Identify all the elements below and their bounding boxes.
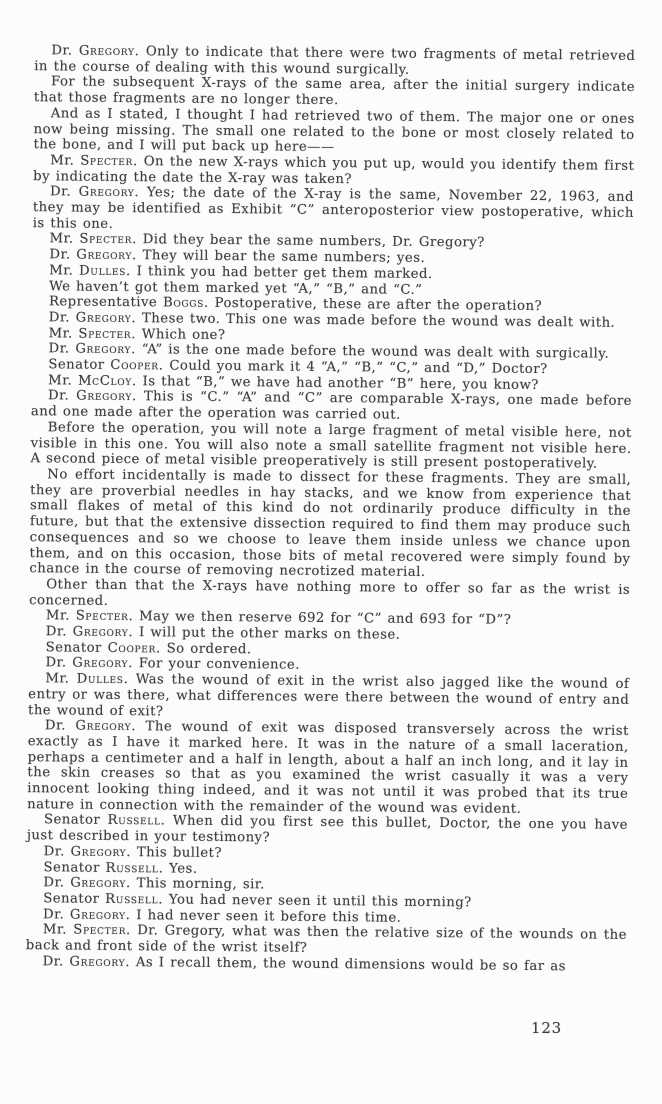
speaker-name: Cooper. [110,357,164,374]
speaker-title: Mr. [45,608,71,624]
speaker-name: Gregory. [78,43,140,60]
paragraph-text: As I recall them, the wound dimensions would be so far as [135,954,567,975]
speaker-name: Gregory. [72,655,134,672]
transcript-paragraph [33,184,634,237]
speaker-name: Gregory. [75,310,137,327]
speaker-title: Dr. [43,844,65,860]
speaker-title: Dr. [47,388,70,404]
speaker-name: Gregory. [70,844,132,860]
paragraph-text: Yes; the date of the X-ray is the same, November 22, 1963, and they may be identified as Exhibit “C” anteroposterior view postoperative, which is this one. [32,185,635,232]
speaker-name: Cooper. [107,640,162,657]
paragraph-text: Was the wound of exit in the wrist also jagged like the wound of entry or was there, what differences were there between the wound of entry and the wound of exit? [27,672,630,719]
speaker-name: Specter. [73,922,132,939]
speaker-title: Dr. [51,43,73,59]
speaker-title: Dr. [48,310,71,326]
transcript-text [26,43,636,975]
speaker-title: Dr. [42,954,64,970]
speaker-name: Gregory. [75,718,137,735]
speaker-name: Gregory. [75,341,137,358]
speaker-title: Dr. [44,718,67,734]
speaker-name: Specter. [75,608,134,625]
paragraph-text: This is “C.” “A” and “C” are comparable X-rays, one made before and one made after the operation was carried out. [30,389,633,423]
paragraph-text: Which one? [141,326,226,343]
speaker-title: Dr. [43,875,65,891]
speaker-title: Dr. [43,906,65,923]
speaker-title: Mr. [45,671,70,687]
speaker-name: Gregory. [76,389,137,405]
paragraph-text: On the new X-rays which you put up, would you identify them first by indicating the date the X-ray was taken? [33,154,635,187]
speaker-name: Russell. [105,891,164,908]
paragraph-text: Could you mark it 4 “A,” “B,” “C,” and “D,” Doctor? [169,358,548,378]
speaker-title: Senator [43,891,100,907]
paragraph-text: Did they bear the same numbers, Dr. Gregory? [142,232,485,251]
paragraph-text: Dr. Gregory, what was then the relative size of the wounds on the back and front side of the wrist itself? [25,923,627,956]
paragraph-text: Before the operation, you will note a large fragment of metal visible here, not visible in this one. You will also note a small satellite fragment not visible here. A second piece of metal visible preoperatively is still present postoperatively. [30,420,632,472]
transcript-paragraph [30,420,631,473]
speaker-title: Dr. [45,655,67,671]
speaker-name: Russell. [107,813,166,829]
speaker-title: Representative [48,294,158,311]
speaker-title: Senator [48,357,105,373]
speaker-title: Mr. [50,153,75,169]
transcript-paragraph [28,671,629,724]
speaker-title: Senator [43,859,100,876]
speaker-name: Gregory. [72,624,134,641]
paragraph-text: Yes. [169,861,198,877]
paragraph-text: I had never seen it before this time. [136,907,402,926]
speaker-title: Mr. [49,263,74,279]
paragraph-text: They will bear the same numbers; yes. [142,248,426,267]
speaker-name: Specter. [79,232,138,248]
paragraph-text: You had never seen it until this morning? [168,892,472,911]
speaker-name: Russell. [105,860,164,876]
speaker-name: Gregory. [70,875,131,892]
paragraph-text: These two. This one was made before the wound was dealt with. [141,311,616,331]
transcript-paragraph [29,467,631,583]
paragraph-text: We haven’t got them marked yet “A,” “B,” and “C.” [49,278,423,298]
speaker-title: Mr. [48,373,73,389]
paragraph-text: Postoperative, these are after the operation? [214,296,543,315]
transcript-paragraph [27,718,629,818]
paragraph-text: No effort incidentally is made to dissect for these fragments. They are small, they are proverbial needles in hay stacks, and we know from experience that small flakes of metal of this kind do not ordinarily produce difficulty in the future, but that the extensive dissection required to find them may produce such consequences and so we choose to leave them inside unless we chance upon them, and on this occasion, those bits of metal recovered were simply found by chance in the course of removing necrotized material. [29,467,632,581]
paragraph-text: When did you first see this bullet, Doctor, the one you have just described in your testimony? [26,813,629,846]
speaker-title: Mr. [42,922,68,938]
speaker-title: Mr. [49,231,74,247]
speaker-name: Gregory. [69,954,131,970]
paragraph-text: The wound of exit was disposed transversely across the wrist exactly as I have it marked here. It was in the nature of a small laceration, perhaps a centimeter and a half in length, about a half an inch long, and it lay in the skin creases so that as you examined the wrist casually it was a very innocent looking thing indeed, and it was not until it was probed that its true nature in connection with the remainder of the wound was evident. [27,719,629,817]
paragraph-text: For the subsequent X-rays of the same area, after the initial surgery indicate that those fragments are no longer there. [33,74,636,109]
paragraph-text: Other than that the X-rays have nothing more to offer so far as the wrist is concerned. [29,577,631,609]
page-number: 123 [531,1019,563,1037]
speaker-name: Gregory. [78,184,140,201]
paragraph-text: And as I stated, I thought I had retrieved two of them. The major one or ones now being missing. The small one related to the bone or most closely related to the bone, and I will put back up here—— [33,106,635,156]
speaker-title: Mr. [48,325,73,342]
speaker-name: Specter. [80,153,138,170]
paragraph-text: May we then reserve 692 for “C” and 693 for “D”? [139,609,512,629]
paragraph-text: For your convenience. [138,656,301,674]
paragraph-text: I will put the other marks on these. [138,625,401,643]
speaker-name: McCloy. [77,373,137,389]
paragraph-text: “A” is the one made before the wound was dealt with surgically. [141,342,610,363]
paragraph-text: Is that “B,” we have had another “B” here, you know? [142,373,539,393]
speaker-name: Specter. [78,326,137,342]
paragraph-text: I think you had better get them marked. [136,263,433,282]
paragraph-text: This morning, sir. [136,876,265,893]
speaker-title: Senator [45,639,102,656]
paragraph-text: Only to indicate that there were two fragments of metal retrieved in the course of dealing with this wound surgically. [34,44,636,78]
speaker-name: Boggs. [162,295,210,312]
paragraph-text: This bullet? [136,845,222,861]
speaker-name: Gregory. [69,907,131,923]
speaker-name: Gregory. [76,247,138,264]
speaker-name: Dulles. [78,263,132,279]
paragraph-text: So ordered. [166,641,252,657]
speaker-title: Dr. [48,341,70,357]
speaker-title: Dr. [49,184,72,200]
speaker-title: Dr. [49,247,71,263]
speaker-title: Senator [43,812,101,829]
transcript-paragraph [33,106,634,159]
speaker-name: Dulles. [76,671,129,688]
speaker-title: Dr. [45,624,68,640]
